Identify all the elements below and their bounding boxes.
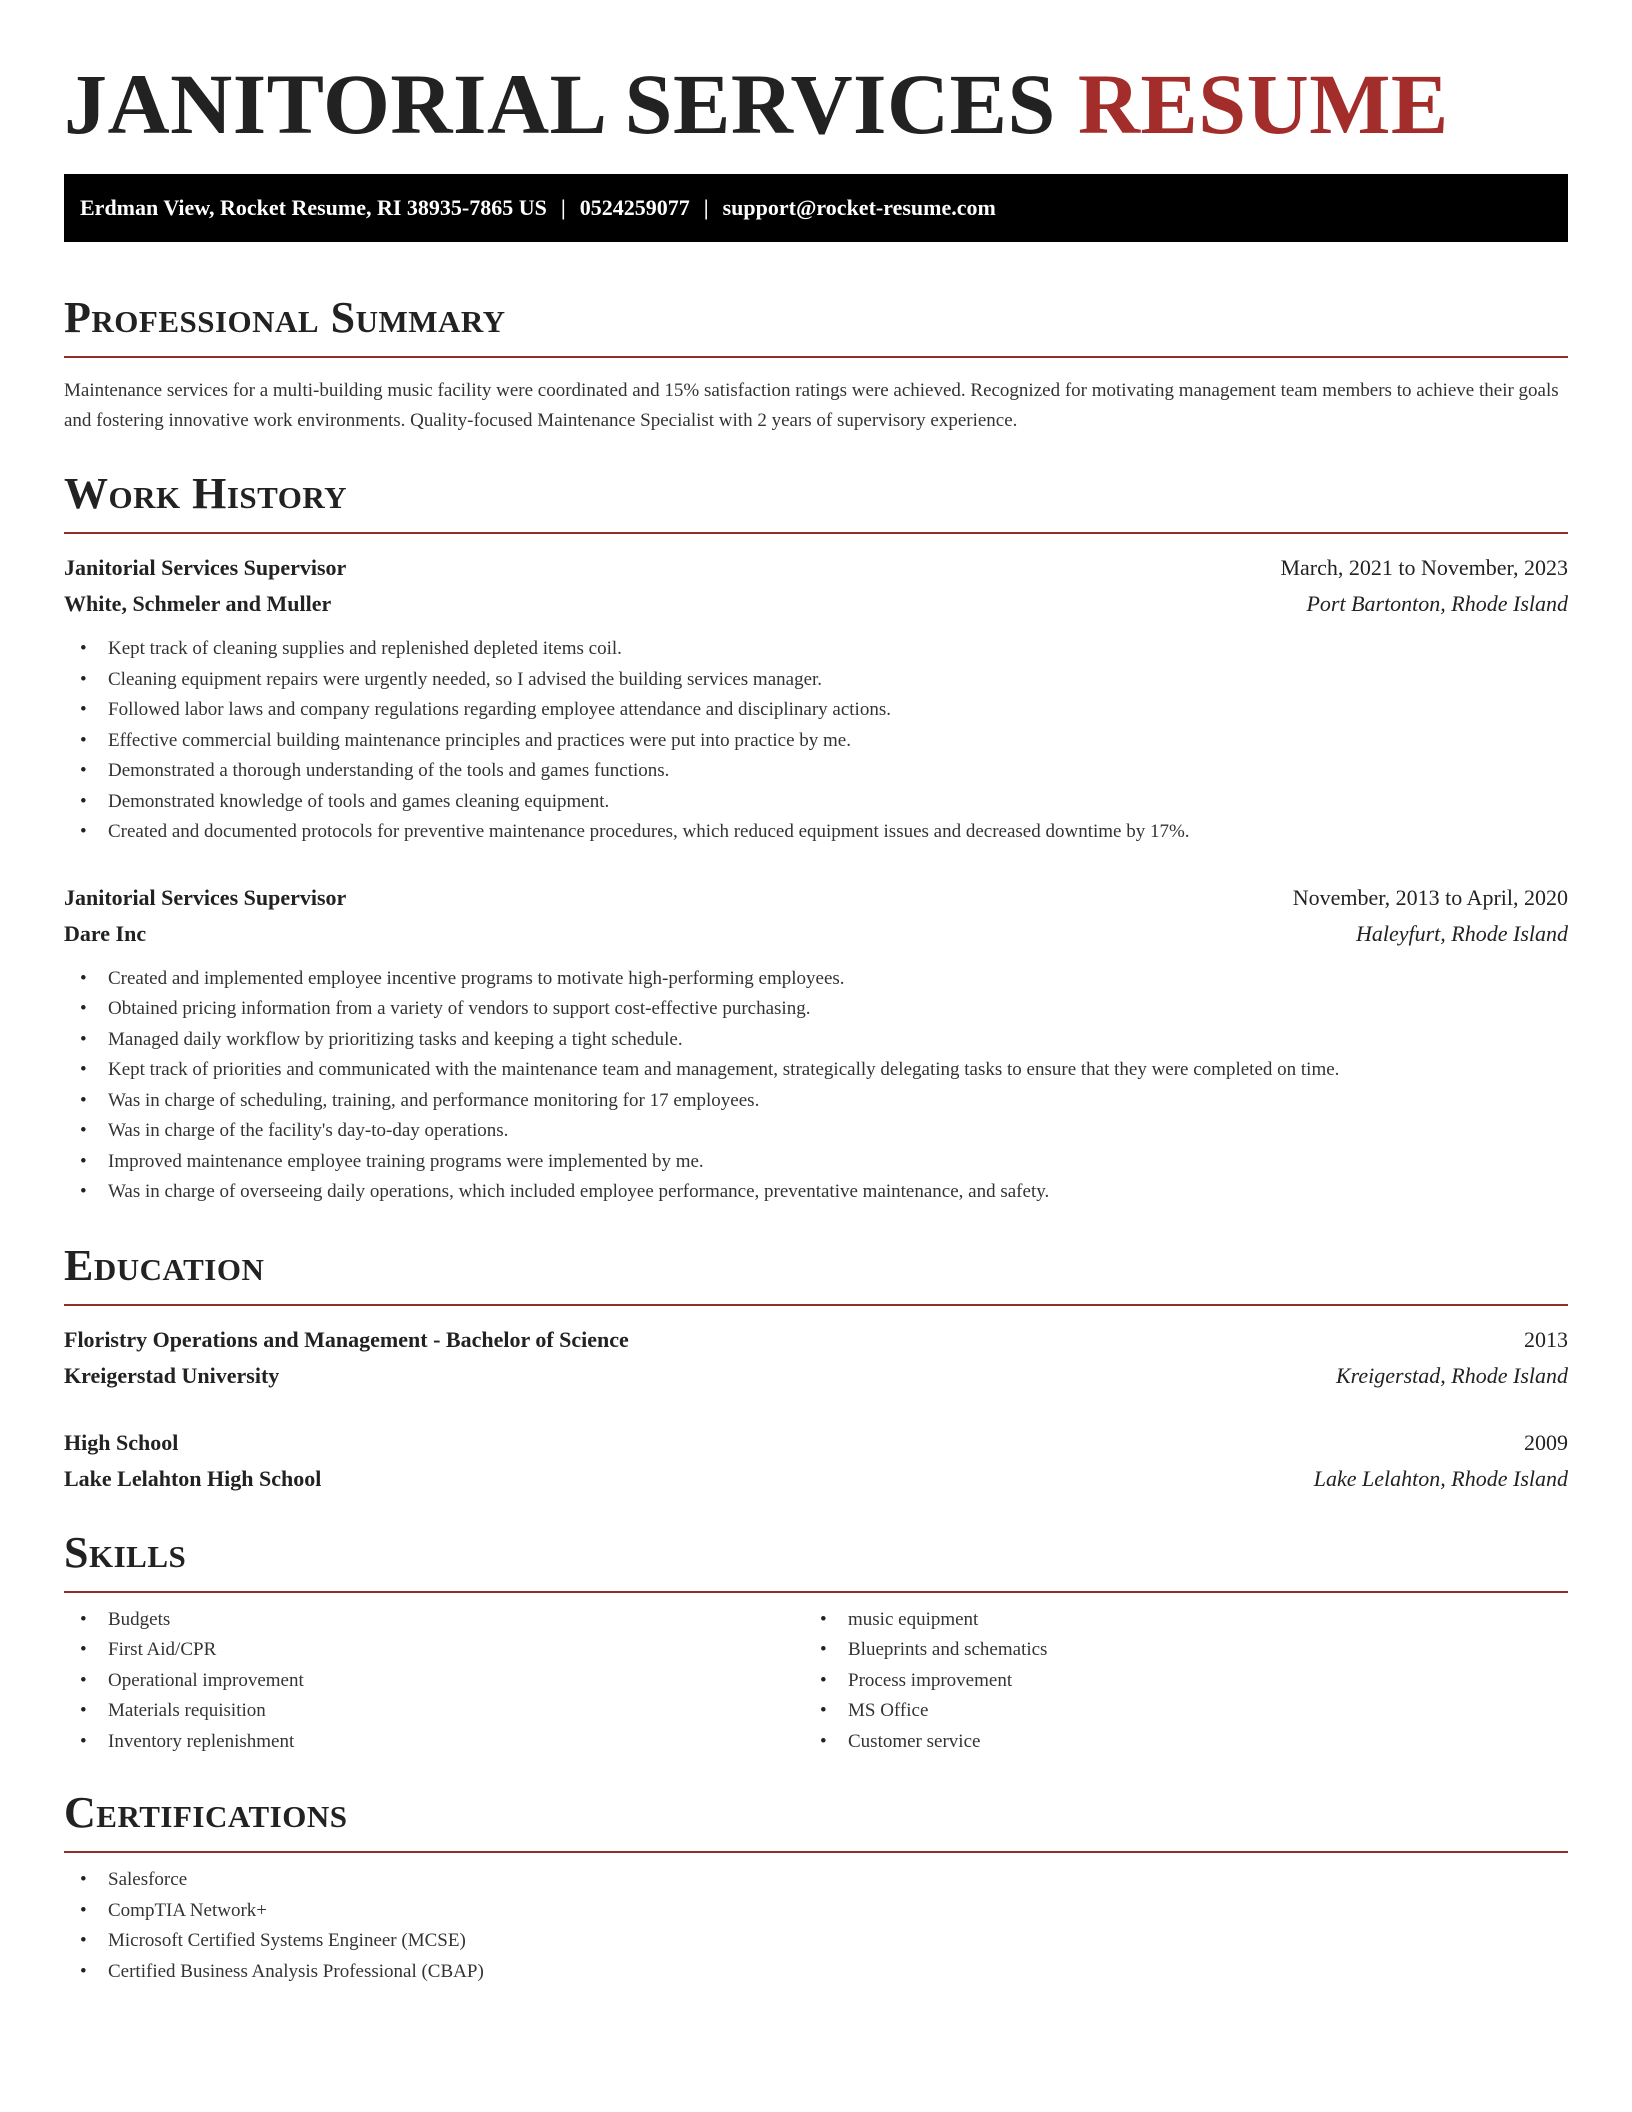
summary-text: Maintenance services for a multi-building music facility were coordinated and 15% satisfaction ratings were achieved. Recognized for motivating management team members to achieve their goals and fostering innovative work environments. Quality-focused Maintenance Specialist with 2 years of supervisory experience. xyxy=(64,380,1559,431)
list-item: • Cleaning equipment repairs were urgently needed, so I advised the building services manager. xyxy=(64,665,1568,696)
summary-section xyxy=(64,288,1568,436)
job-title: Janitorial Services Supervisor xyxy=(64,884,347,910)
contact-bar xyxy=(64,174,1568,242)
education-year: 2013 xyxy=(1524,1326,1568,1352)
list-item: • First Aid/CPR xyxy=(64,1635,804,1666)
section-divider xyxy=(64,1851,1568,1853)
job-duties-list xyxy=(64,634,1568,848)
list-item: • Certified Business Analysis Professional (CBAP) xyxy=(64,1957,1568,1988)
title-main: JANITORIAL SERVICES xyxy=(64,56,1056,152)
list-item: • Followed labor laws and company regulations regarding employee attendance and disciplinary actions. xyxy=(64,695,1568,726)
title-accent: RESUME xyxy=(1077,56,1449,152)
job-company-row xyxy=(64,586,1568,622)
education-degree: Floristry Operations and Management - Bachelor of Science xyxy=(64,1326,629,1352)
education-entry xyxy=(64,1425,1568,1497)
list-item: • Was in charge of scheduling, training, and performance monitoring for 17 employees. xyxy=(64,1086,1568,1117)
job-title: Janitorial Services Supervisor xyxy=(64,555,347,580)
education-location: Lake Lelahton, Rhode Island xyxy=(1313,1465,1568,1491)
list-item: • MS Office xyxy=(804,1696,1544,1727)
education-section xyxy=(64,1236,1568,1497)
certifications-list xyxy=(64,1865,1568,1987)
job-duties-list xyxy=(64,964,1568,1208)
education-school: Kreigerstad University xyxy=(64,1362,280,1388)
list-item: • Was in charge of the facility's day-to-day operations. xyxy=(64,1116,1568,1147)
section-heading-skills: Skills xyxy=(64,1527,187,1577)
contact-email[interactable]: support@rocket-resume.com xyxy=(722,195,996,220)
list-item: • Was in charge of overseeing daily operations, which included employee performance, preventative maintenance, and safety. xyxy=(64,1177,1568,1208)
list-item: • Created and implemented employee incentive programs to motivate high-performing employees. xyxy=(64,964,1568,995)
list-item: • Obtained pricing information from a variety of vendors to support cost-effective purchasing. xyxy=(64,994,1568,1025)
job-location: Port Bartonton, Rhode Island xyxy=(1306,591,1568,616)
education-school-row xyxy=(64,1358,1568,1394)
list-item: • Materials requisition xyxy=(64,1696,804,1727)
job-entry xyxy=(64,880,1568,1208)
list-item: • Microsoft Certified Systems Engineer (MCSE) xyxy=(64,1926,1568,1957)
job-dates: November, 2013 to April, 2020 xyxy=(1292,884,1568,910)
list-item: • Kept track of cleaning supplies and replenished depleted items coil. xyxy=(64,634,1568,665)
list-item: • Operational improvement xyxy=(64,1666,804,1697)
education-school: Lake Lelahton High School xyxy=(64,1465,322,1491)
list-item: • CompTIA Network+ xyxy=(64,1896,1568,1927)
list-item: • Blueprints and schematics xyxy=(804,1635,1544,1666)
education-location: Kreigerstad, Rhode Island xyxy=(1336,1362,1568,1388)
list-item: • Effective commercial building maintenance principles and practices were put into practice by me. xyxy=(64,726,1568,757)
contact-separator: | xyxy=(703,195,709,220)
job-dates: March, 2021 to November, 2023 xyxy=(1280,555,1568,580)
list-item: • Demonstrated a thorough understanding of the tools and games functions. xyxy=(64,756,1568,787)
job-company: White, Schmeler and Muller xyxy=(64,591,332,616)
section-heading-work-history: Work History xyxy=(64,469,348,518)
section-divider xyxy=(64,356,1568,358)
skills-grid xyxy=(64,1605,1568,1758)
contact-separator: | xyxy=(560,195,566,220)
job-company: Dare Inc xyxy=(64,920,147,946)
education-school-row xyxy=(64,1461,1568,1497)
resume-title xyxy=(64,58,1568,150)
education-degree-row xyxy=(64,1322,1568,1358)
section-divider xyxy=(64,1591,1568,1593)
work-history-section xyxy=(64,464,1568,1208)
job-entry xyxy=(64,550,1568,848)
list-item: • Improved maintenance employee training programs were implemented by me. xyxy=(64,1147,1568,1178)
job-company-row xyxy=(64,916,1568,952)
list-item: • Budgets xyxy=(64,1605,804,1636)
list-item: • music equipment xyxy=(804,1605,1544,1636)
section-heading-summary: Professional Summary xyxy=(64,293,506,342)
list-item: • Kept track of priorities and communicated with the maintenance team and management, strategically delegating tasks to ensure that they were completed on time. xyxy=(64,1055,1568,1086)
list-item: • Process improvement xyxy=(804,1666,1544,1697)
education-degree-row xyxy=(64,1425,1568,1461)
list-item: • Created and documented protocols for preventive maintenance procedures, which reduced equipment issues and decreased downtime by 17%. xyxy=(64,817,1568,848)
education-year: 2009 xyxy=(1524,1429,1568,1455)
list-item: • Customer service xyxy=(804,1727,1544,1758)
skills-list-right xyxy=(804,1605,1544,1758)
contact-phone[interactable]: 0524259077 xyxy=(579,195,690,220)
contact-address: Erdman View, Rocket Resume, RI 38935-7865 US xyxy=(80,195,547,220)
section-heading-certifications: Certifications xyxy=(64,1788,348,1837)
list-item: • Inventory replenishment xyxy=(64,1727,804,1758)
list-item: • Salesforce xyxy=(64,1865,1568,1896)
section-divider xyxy=(64,532,1568,534)
skills-list-left xyxy=(64,1605,804,1758)
job-title-row xyxy=(64,550,1568,586)
education-entry xyxy=(64,1322,1568,1394)
job-title-row xyxy=(64,880,1568,916)
skills-section xyxy=(64,1523,1568,1758)
section-heading-education: Education xyxy=(64,1240,265,1290)
resume-page xyxy=(64,0,1568,1987)
section-divider xyxy=(64,1304,1568,1306)
list-item: • Managed daily workflow by prioritizing tasks and keeping a tight schedule. xyxy=(64,1025,1568,1056)
job-location: Haleyfurt, Rhode Island xyxy=(1355,920,1568,946)
certifications-section xyxy=(64,1783,1568,1987)
education-degree: High School xyxy=(64,1429,179,1455)
list-item: • Demonstrated knowledge of tools and games cleaning equipment. xyxy=(64,787,1568,818)
